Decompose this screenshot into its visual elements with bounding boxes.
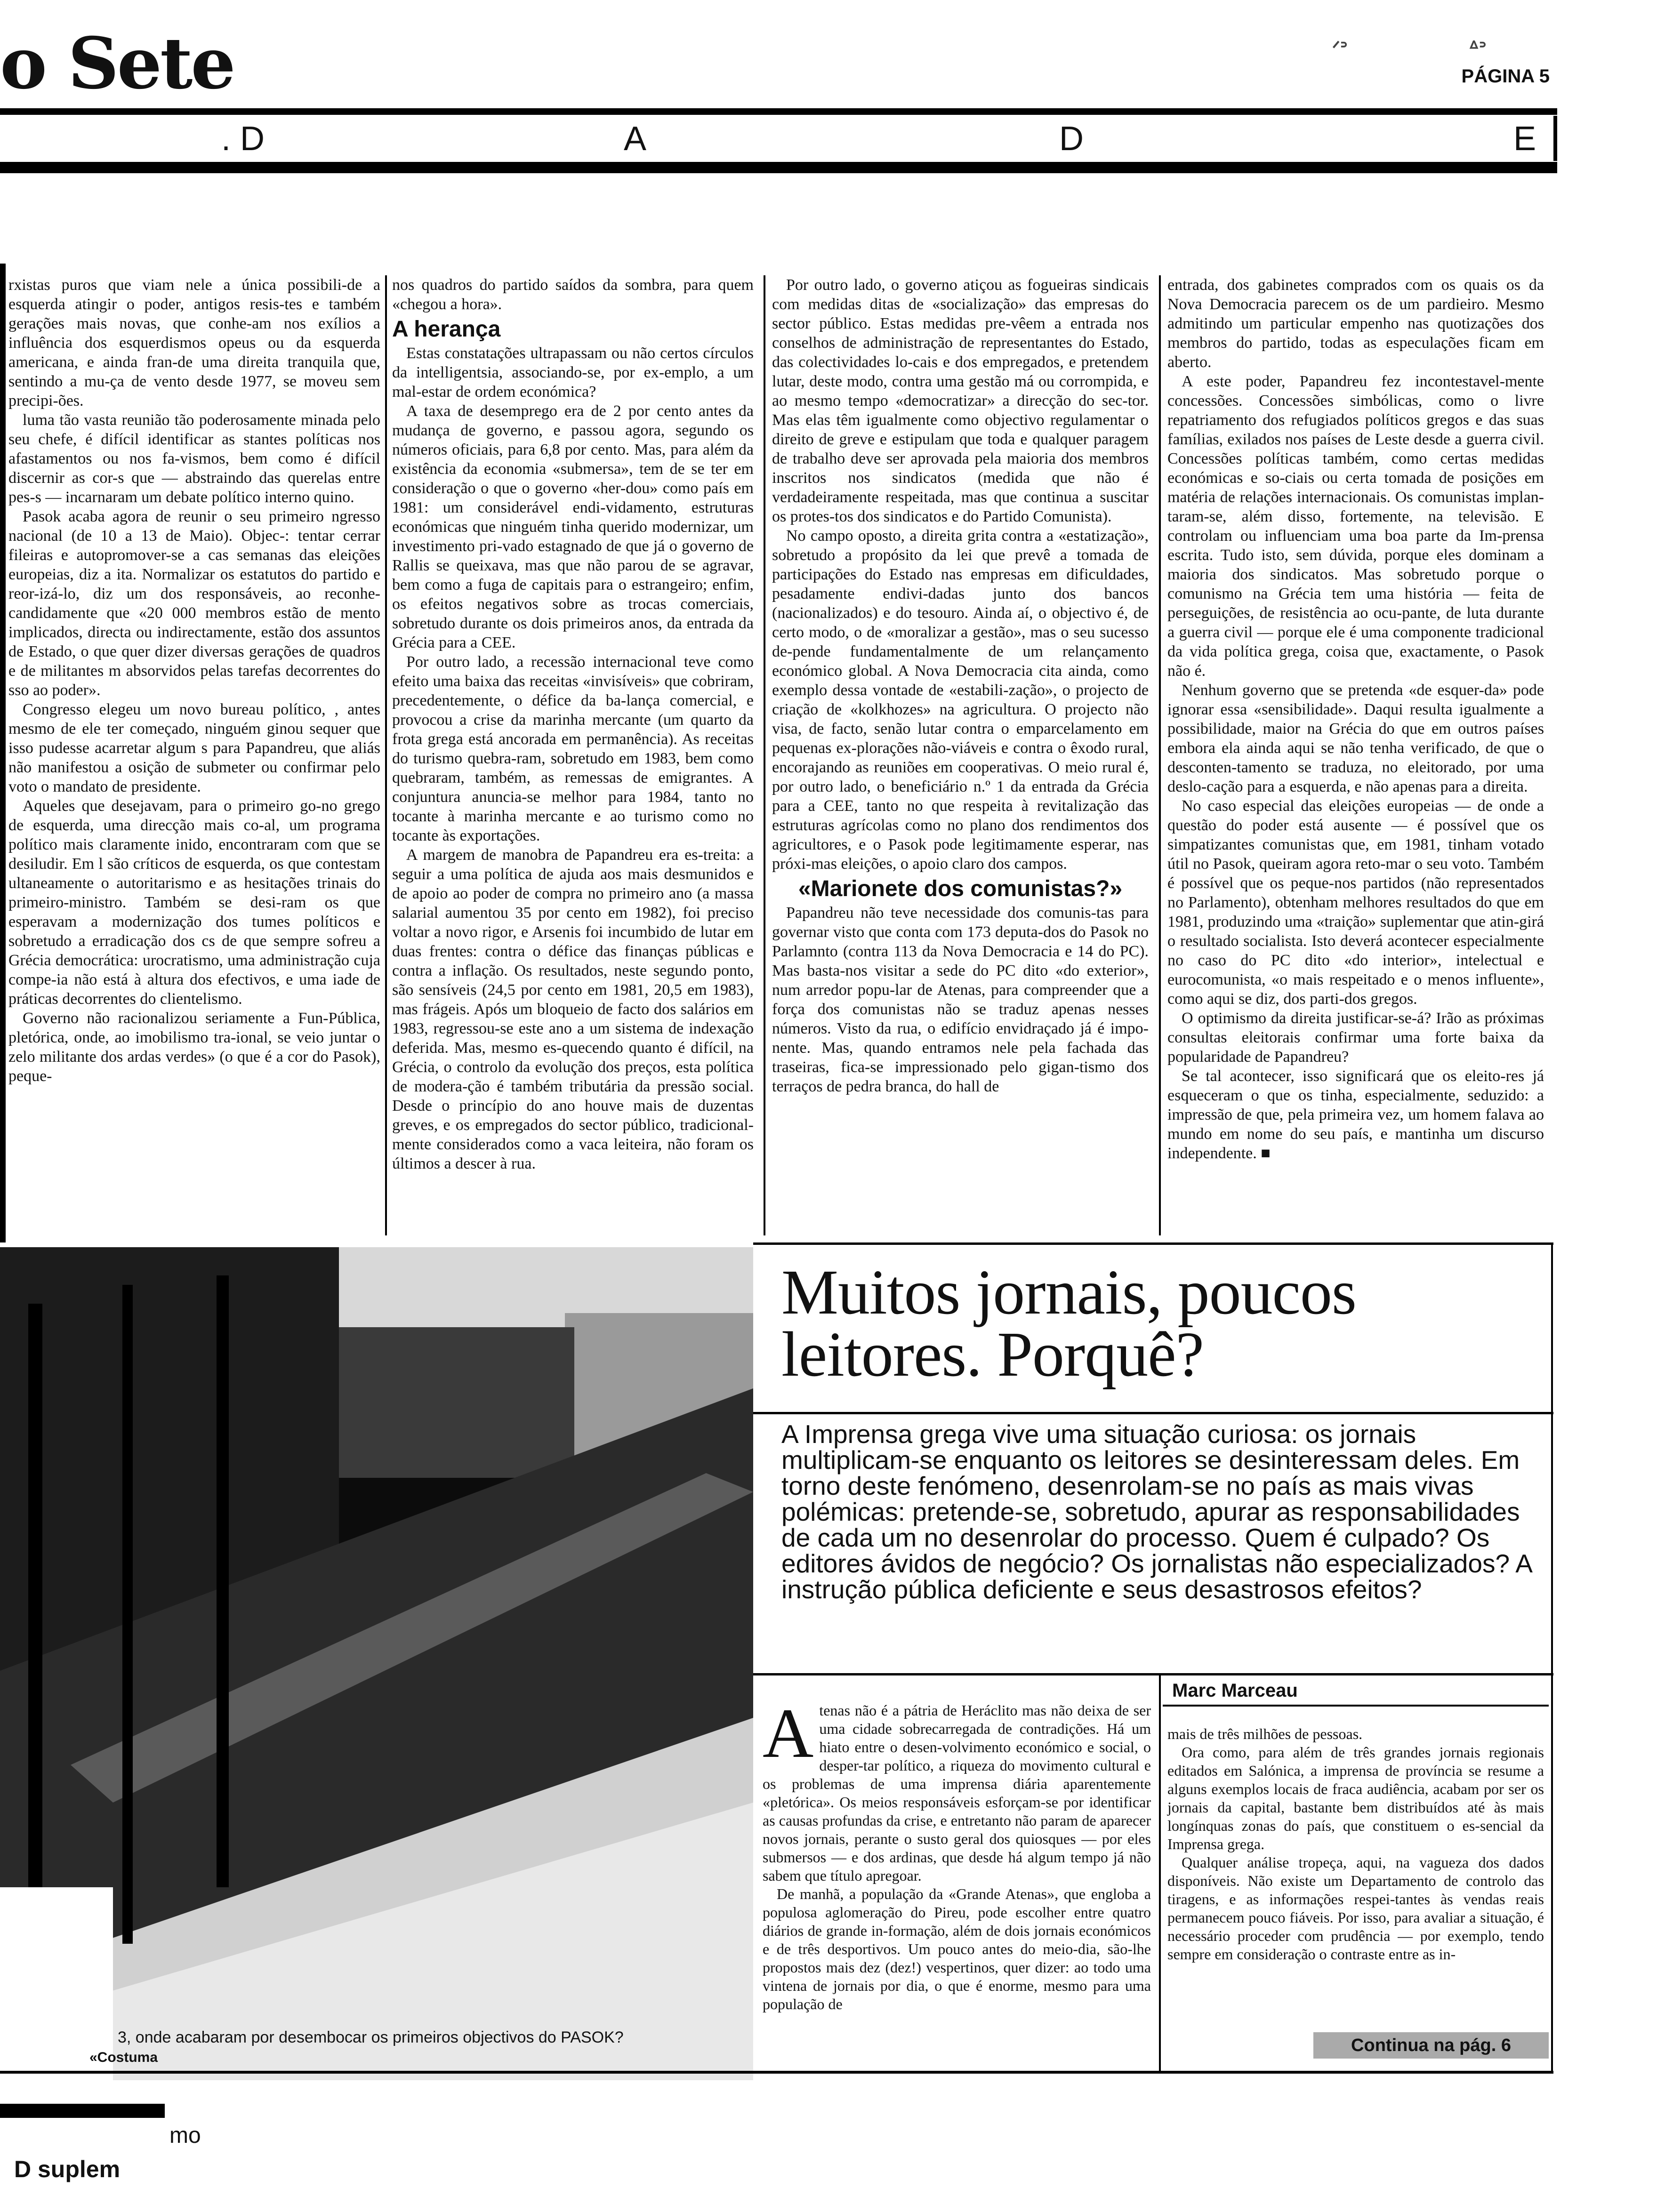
article-column-2 [392,275,754,1173]
paragraph: Qualquer análise tropeça, aqui, na vagueza dos dados disponíveis. Não existe um Departamento de controlo das tiragens, e as informações respei-tantes às vendas reais permanecem pouco fiáveis. Por isso, para avaliar a situação, é necessário proceder com prudência — por exemplo, tendo sempre em consideração o contraste entre as in- [1167,1854,1544,1963]
paragraph: No caso especial das eleições europeias — de onde a questão do poder está ausente — é possível que os simpatizantes comunistas que, em 1981, tinham votado útil no Pasok, queiram agora reto-mar o seu voto. Também é possível que os peque-nos partidos (não representados no Parlamento), obtenham melhores resultados do que em 1981, produzindo uma «traição» suplementar que atin-girá o resultado socialista. Isto deverá acontecer especialmente no caso do PC dito «do interior», intelectual e eurocomunista, «o mais respeitado e o menos influente», como aqui se diz, dos parti-dos gregos. [1167,797,1544,1008]
article-rule [753,1242,1553,1245]
paragraph: De manhã, a população da «Grande Atenas», que engloba a populosa aglomeração do Pireu, pode escolher entre quatro diários de grande in-formação, além de dois jornais económicos e de três desportivos. Um pouco antes do meio-dia, são-lhe propostos mais dez (dez!) vespertinos, quer dizer: ao todo uma vintena de jornais por dia, o que é enorme, mesmo para uma população de [763,1885,1151,2012]
article-body-column-2 [1167,1725,1544,1964]
column-rule [764,275,765,1235]
paragraph: O optimismo da direita justificar-se-á? Irão as próximas consultas eleitorais confirmar uma forte baixa da popularidade de Papandreu? [1167,1010,1544,1066]
paragraph: rxistas puros que viam nele a única possibili-de a esquerda atingir o poder, antigos resis-tes e também gerações mais novas, que conhe-am nos exílios a influência dos esquerdismos opeus ou da esquerda americana, e ainda fran-de uma direita tranquila que, sentindo a mu-ça de vento desde 1977, se moveu sem precipi-ões. [8,276,380,409]
column-rule [1159,1675,1161,2071]
news-photo [0,1247,753,2080]
article-column-3 [772,275,1149,1096]
paragraph: A margem de manobra de Papandreu era es-treita: a seguir a uma política de ajuda aos mais desmunidos e de apoio ao poder de compra no primeiro ano (a massa salarial aumentou 35 por cento em 1982), foi preciso voltar a novo rigor, e Arsenis foi incumbido de lutar em duas frentes: contra o défice das finanças públicas e contra a inflação. Os resultados, neste segundo ponto, são sensíveis (24,5 por cento em 1981, 20,5 em 1983), mas frágeis. Após um bloqueio de facto dos salários em 1983, regressou-se este ano a um sistema de indexação deferida. Mas, mesmo es-quecendo quanto é difícil, na Grécia, o controlo da evolução dos preços, esta política de modera-ção é também tributária da pressão social. Desde o princípio do ano houve mais de duzentas greves, e os empregados do sector público, tradicional-mente considerados como a vaca leiteira, não foram os últimos a descer à rua. [392,846,754,1172]
paragraph: Estas constatações ultrapassam ou não certos círculos da intelligentsia, associando-se, por ex-emplo, a um mal-estar de ordem económica? [392,345,754,401]
paragraph: Ora como, para além de três grandes jornais regionais editados em Salónica, a imprensa de província se resume a alguns exemplos locais de fraca audiência, acabam por ser os jornais da capital, bastante bem distribuídos até às mais longínquas zonas do país, que constituem o es-sencial da Imprensa grega. [1167,1744,1544,1852]
section-underline [0,162,1557,173]
footer-text: D suplem [14,2156,121,2182]
paragraph: Por outro lado, a recessão internacional teve como efeito uma baixa das receitas «invisíveis» que cobriram, precedentemente, o défice da ba-lança comercial, e provocou a crise da marinha mercante (um quarto da frota grega está ancorada em permanência). As receitas do turismo quebra-ram, sobretudo em 1983, bem como quebraram, também, as remessas de emigrantes. A conjuntura anuncia-se melhor para 1984, tanto no tocante à marinha mercante e ao turismo como no tocante às exportações. [392,653,754,844]
article-column-4 [1167,275,1544,1163]
print-smudge: ᐟᐣ [1332,38,1348,59]
column-rule [1159,275,1161,1235]
lede-rule [753,1673,1553,1675]
print-smudge: ᐞᐣ [1469,38,1487,59]
paragraph: No campo oposto, a direita grita contra a «estatização», sobretudo a propósito da lei que prevê a tomada de participações do Estado nas empresas em dificuldades, pesadamente endivi-dadas junto dos bancos (nacionalizados) e do tesouro. Ainda aí, o objectivo é, de certo modo, o de «moralizar a gestão», mas o seu sucesso de-pende fundamentalmente de um relançamento económico global. A Nova Democracia cita ainda, como exemplo dessa vontade de «estabili-zação», o projecto de criação de «kolkhozes» na agricultura. O projecto não visa, de facto, senão lutar contra o emparcelamento em pequenas ex-plorações não-viáveis e contra o êxodo rural, encorajando as reuniões em cooperativas. O meio rural é, por outro lado, o beneficiário n.º 1 da entrada da Grécia para a CEE, tanto no que respeita à revitalização das estruturas agrícolas como no plano dos rendimentos dos agricultores, e o Pasok pode legitimamente esperar, nas próxi-mas eleições, o apoio claro dos campos. [772,527,1149,873]
paragraph: Governo não racionalizou seriamente a Fun-Pública, pletórica, onde, ao imobilismo tra-ional, se veio juntar o zelo militante dos ardas verdes» (o que é a cor do Pasok), peque- [8,1010,380,1085]
paragraph: luma tão vasta reunião tão poderosamente minada pelo seu chefe, é difícil identificar as stantes políticas nos afastamentos ou nos fa-vismos, bem como é difícil discernir as cor-s que — abstraindo das querelas entre pes-s — incarnaram um debate político interno quino. [8,411,380,506]
headline-rule [753,1412,1553,1414]
photo-illustration [0,1247,753,2080]
section-letter: E [1513,120,1536,158]
paragraph: Congresso elegeu um novo bureau político, , antes mesmo de ele ter começado, ninguém ginou sequer que isso pudesse acarretar algum s para Papandreu, que aliás não manifestou a osição de submeter ou confirmar pelo voto o mandato de presidente. [8,701,380,795]
byline-rule [1163,1705,1549,1707]
paragraph: Papandreu não teve necessidade dos comunis-tas para governar visto que conta com 173 deputa-dos do Pasok no Parlamnto (contra 113 da Nova Democracia e 14 do PC). Mas basta-nos visitar a sede do PC dito «do exterior», num arredor popu-lar de Atenas, para compreender que a força dos comunistas não se traduz apenas nesses números. Visto da rua, o edifício envidraçado já é impo-nente. Mas, quando entramos nele pela fachada das traseiras, fica-se impressionado pelo gigan-tismo dos terraços de pedra branca, do hall de [772,904,1149,1095]
subheading: «Marionete dos comunistas?» [798,876,1123,901]
section-letter: D [1059,120,1084,158]
photo-credit: «Costuma [89,2050,158,2065]
drop-cap: A [763,1694,814,1772]
paragraph: Pasok acaba agora de reunir o seu primeiro ngresso nacional (de 10 a 13 de Maio). Objec-: tentar cerrar fileiras e autopromover-se a cas semanas das eleições europeias, diz a ita. Normalizar os estatutos do partido e reor-izá-lo, diz um dos responsáveis, ao reconhe-candidamente que «20 000 membros estão de mento implicados, directa ou indirectamente, estão dos assuntos de Estado, o que quer dizer diversas gerações de quadros e de militantes m absorvidos pelas tarefas decorrentes do sso ao poder». [8,508,380,699]
article-headline: Muitos jornais, poucos leitores. Porquê? [781,1257,1356,1390]
article-lede: A Imprensa grega vive uma situação curiosa: os jornais multiplicam-se enquanto os leitores se desinteressam deles. Em torno deste fenómeno, desenrolam-se no país as mais vivas polémicas: pretende-se, sobretudo, apurar as responsabilidades de cada um no desenrolar do processo. Quem é culpado? Os editores ávidos de negócio? Os jornalistas não especializados? A instrução pública deficiente e seus desastrosos efeitos? [781,1419,1531,1604]
masthead: o Sete [0,22,234,105]
paragraph: entrada, dos gabinetes comprados com os quais os da Nova Democracia parecem os de um pardieiro. Mesmo admitindo um particular empenho nas quotizações dos membros do partido, todas as especulações ficam em aberto. [1167,276,1544,371]
continued-note: Continua na pág. 6 [1313,2032,1549,2059]
page-edge [0,264,6,1242]
photo-caption: 3, onde acabaram por desembocar os primeiros objectivos do PASOK? [118,2028,624,2046]
page-label: PÁGINA 5 [1461,66,1550,87]
top-rule [0,108,1557,115]
column-rule [385,275,387,1235]
paragraph: Aqueles que desejavam, para o primeiro go-no grego de esquerda, uma direcção mais co-al, um programa político mais claramente inido, encontraram com que se desiludir. Em l são críticos de esquerda, os que contestam ultaneamente o autoritarismo e as hesitações trinais do primeiro-ministro. Também se desi-ram os que esperavam a modernização dos tumes políticos e sobretudo a erradicação dos cs de que sempre sofreu a Grécia democrática: urocratismo, uma administração cuja compe-ia não está à altura dos efectivos, e uma iade de práticas decorrentes do clientelismo. [8,797,380,1008]
byline: Marc Marceau [1172,1680,1298,1701]
paragraph: Se tal acontecer, isso significará que os eleito-res já esqueceram o que os tinha, especialmente, seduzido: a impressão de que, pela primeira vez, um homem falava ao mundo em nome do seu país, e mantinha um discurso independente. ■ [1167,1067,1544,1162]
footer-bar [0,2104,165,2118]
paragraph: mais de três milhões de pessoas. [1167,1725,1363,1742]
paragraph: A este poder, Papandreu fez incontestavel-mente concessões. Concessões simbólicas, como o livre repatriamento dos refugiados políticos gregos e das suas famílias, exilados nos países de Leste desde a guerra civil. Concessões políticas também, como certas medidas económicas e so-ciais ou certa tomada de posições em matéria de relações internacionais. Os comunistas implan-taram-se, além disso, fortemente, na televisão. E controlam ou influenciam uma boa parte da Im-prensa escrita. Tudo isto, sem dúvida, porque eles dominam a maioria dos sindicatos. Mas sobretudo porque o comunismo na Grécia tem uma história — feita de perseguições, de resistência ao ocu-pante, de luta durante a guerra civil — porque ele é uma componente tradicional da vida política grega, coisa que, exactamente, o Pasok não é. [1167,373,1544,680]
bottom-rule [0,2071,1553,2074]
paragraph: Nenhum governo que se pretenda «de esquer-da» pode ignorar essa «sensibilidade». Daqui resulta igualmente a possibilidade, maior na Grécia do que em outros países embora ela ainda aqui se não tenha verificado, de que o desconten-tamento se traduza, no eleitorado, por uma deslo-cação para a esquerda, e não apenas para a direita. [1167,681,1544,795]
section-letter: . D [221,120,265,158]
subheading: A herança [392,317,501,342]
footer-text: mo [169,2123,201,2148]
article-column-1 [8,275,380,1086]
paragraph: tenas não é a pátria de Heráclito mas não deixa de ser uma cidade sobrecarregada de contradições. Há um hiato entre o desen-volvimento económico e social, o desper-tar político, a riqueza do movimento cultural e os problemas de uma imprensa diária aparentemente «pletórica». Os meios responsáveis esforçam-se por identificar as causas profundas da crise, e entretanto não param de aparecer novos jornais, perante o susto geral dos quiosques — por eles submersos — e dos ardinas, que desde há algum tempo já não sabem que título apregoar. [763,1702,1151,1884]
paragraph: Por outro lado, o governo atiçou as fogueiras sindicais com medidas ditas de «socialização» das empresas do sector público. Estas medidas pre-vêem a entrada nos conselhos de administração de representantes do Estado, das colectividades lo-cais e dos empregados, e pretendem lutar, deste modo, contra uma gestão má ou corrompida, e ao mesmo tempo «democratizar» a direcção do sec-tor. Mas elas têm igualmente como objectivo regulamentar o direito de greve e estipulam que toda e qualquer paragem de trabalho deve ser aprovada pela maioria dos membros inscritos nos sindicatos (medida que não é verdadeiramente respeitada, mas que continua a suscitar os protes-tos dos sindicatos e do Partido Comunista). [772,276,1149,525]
article-body-column-1 [763,1694,1151,2013]
paragraph: A taxa de desemprego era de 2 por cento antes da mudança de governo, e passou agora, segundo os números oficiais, para 6,8 por cento. Mas, para além da existência da economia «submersa», tem de se ter em consideração o que o governo «her-dou» como país em 1981: um considerável endi-vidamento, estruturas económicas que ninguém tinha querido modernizar, um investimento pri-vado estagnado de que já o governo de Rallis se queixava, mas que não parou de se agravar, bem como a fuga de capitais para o estrangeiro; enfim, os efeitos negativos sobre as trocas comerciais, sobretudo durante os dois primeiros anos, da entrada da Grécia para a CEE. [392,402,754,651]
paragraph: nos quadros do partido saídos da sombra, para quem «chegou a hora». [392,276,754,313]
section-letter: A [624,120,647,158]
section-bar [0,116,1557,161]
